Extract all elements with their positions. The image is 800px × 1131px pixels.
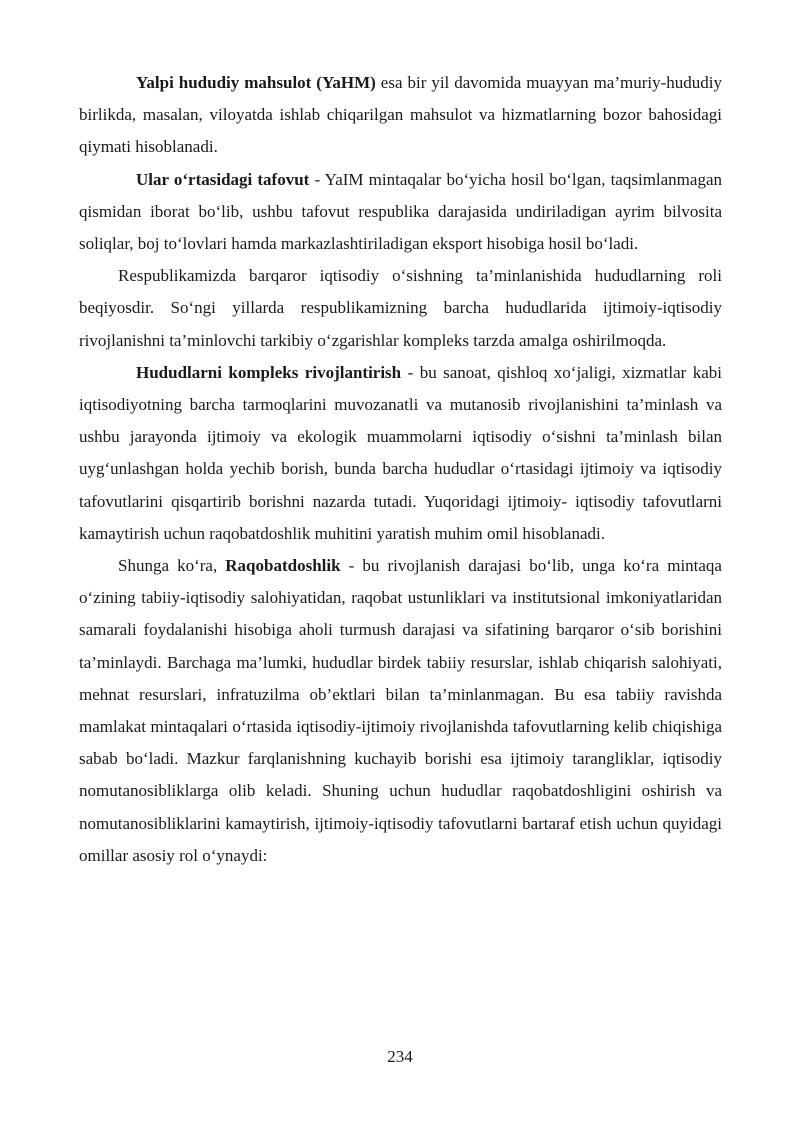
- paragraph-yahm-text: esa bir yil davomida muayyan ma’muriy-hududiy birlikda, masalan, viloyatda ishlab chiqarilgan mahsulot va hizmatlarning bozor bahosidagi qiymati hisoblanadi.: [79, 73, 723, 157]
- term-raqobat: Raqobatdoshlik: [225, 556, 341, 576]
- paragraph-raqobat-text: - bu rivojlanish darajasi bo‘lib, unga ko‘ra mintaqa o‘zining tabiiy-iqtisodiy salohiyatidan, raqobat ustunliklari va institutsional imkoniyatlaridan samarali foydalanishi hisobiga aholi turmush darajasi va sifatining barqaror o‘sib borishini ta’minlaydi. Barchaga ma’lumki, hududlar birdek tabiiy resurslar, ishlab chiqarish salohiyati, mehnat resurslari, infratuzilma ob’ektlari bilan ta’minlanmagan. Bu esa tabiiy ravishda mamlakat mintaqalari o‘rtasida iqtisodiy-ijtimoiy rivojlanishda tafovutlarning kelib chiqishiga sabab bo‘ladi. Mazkur farqlanishning kuchayib borishi esa ijtimoiy tarangliklar, iqtisodiy nomutanosibliklarga olib keladi. Shuning uchun hududlar raqobatdoshligini oshirish va nomutanosibliklarini kamaytirish, ijtimoiy-iqtisodiy tafovutlarni bartaraf etish uchun quyidagi omillar asosiy rol o‘ynaydi:: [79, 556, 722, 865]
- paragraph-respublika: [79, 260, 722, 357]
- paragraph-tafovut-text: - YaIM mintaqalar bo‘yicha hosil bo‘lgan, taqsimlanmagan qismidan iborat bo‘lib, ushbu tafovut respublika darajasida undiriladigan ayrim bilvosita soliqlar, boj to‘lovlari hamda markazlashtiriladigan eksport hisobiga hosil bo‘ladi.: [79, 169, 722, 254]
- paragraph-kompleks: [79, 357, 722, 550]
- paragraph-raqobat-lead: Shunga ko‘ra,: [118, 556, 226, 576]
- page-number: 234: [387, 1047, 413, 1066]
- page-body: [79, 67, 722, 872]
- paragraph-yahm: [79, 67, 722, 164]
- paragraph-respublika-text: Respublikamizda barqaror iqtisodiy o‘sishning ta’minlanishida hududlarning roli beqiyosdir. So‘ngi yillarda respublikamizning barcha hududlarida ijtimoiy-iqtisodiy rivojlanishni ta’minlovchi tarkibiy o‘zgarishlar kompleks tarzda amalga oshirilmoqda.: [79, 266, 722, 350]
- paragraph-tafovut: [79, 164, 722, 261]
- paragraph-kompleks-text: - bu sanoat, qishloq xo‘jaligi, xizmatlar kabi iqtisodiyotning barcha tarmoqlarini muvozanatli va mutanosib rivojlanishini ta’minlash va ushbu jarayonda ijtimoiy va ekologik muammolarni iqtisodiy o‘sishni ta’minlash bilan uyg‘unlashgan holda yechib borish, bunda barcha hududlar o‘rtasidagi ijtimoiy va iqtisodiy tafovutlarini qisqartirib borishni nazarda tutadi. Yuqoridagi ijtimoiy- iqtisodiy tafovutlarni kamaytirish uchun raqobatdoshlik muhitini yaratish muhim omil hisoblanadi.: [79, 362, 722, 543]
- term-tafovut: Ular o‘rtasidagi tafovut: [136, 169, 310, 189]
- paragraph-raqobat: [79, 550, 722, 872]
- term-yahm: Yalpi hududiy mahsulot (YaHM): [136, 73, 376, 92]
- term-kompleks: Hududlarni kompleks rivojlantirish: [136, 362, 402, 382]
